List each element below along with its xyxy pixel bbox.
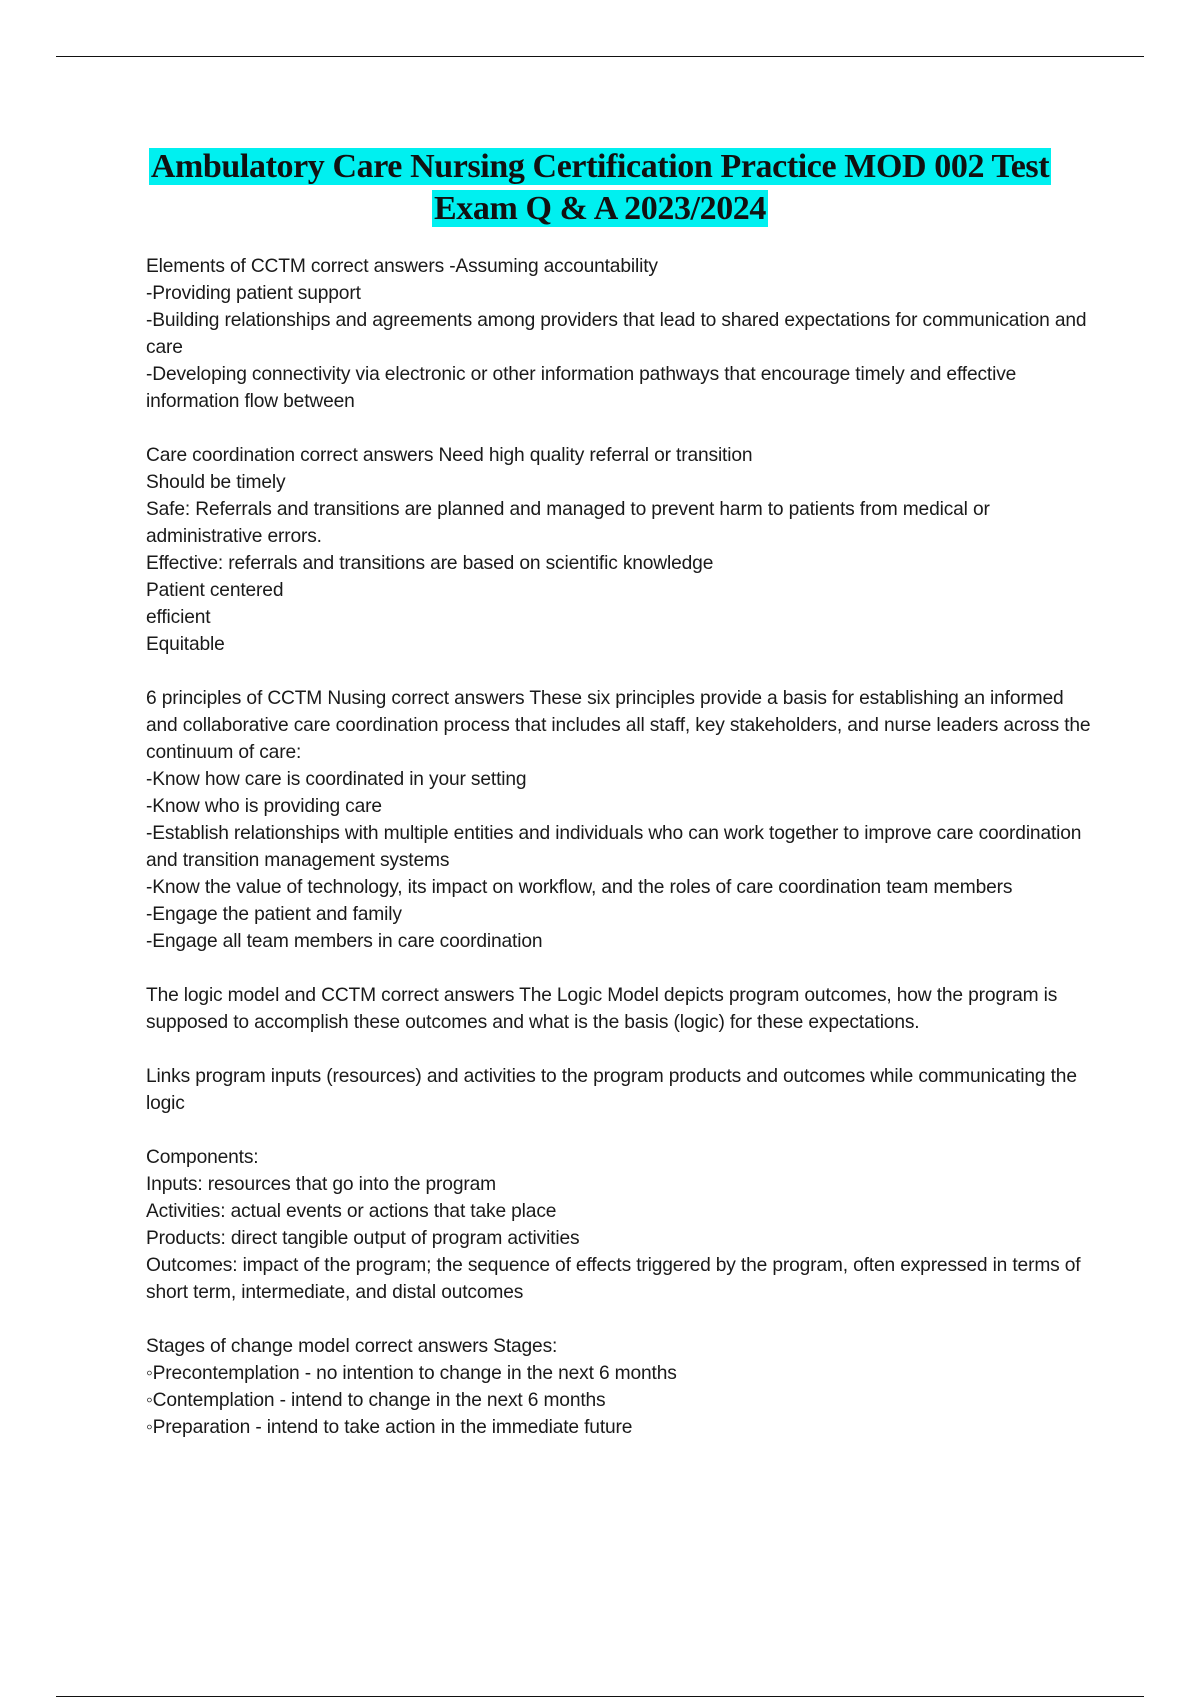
qa-entry-line: Safe: Referrals and transitions are planned and managed to prevent harm to patients from medical or administrative errors.	[146, 499, 990, 547]
qa-entry-question: Links program inputs (resources) and activities to the program products and outcomes while communicating the logic	[146, 1066, 1077, 1114]
qa-entry-line: Products: direct tangible output of program activities	[146, 1228, 580, 1249]
qa-entry	[146, 1063, 1096, 1117]
qa-entry-line: -Know how care is coordinated in your setting	[146, 769, 527, 790]
qa-entry-line: Should be timely	[146, 472, 286, 493]
qa-entry-line: Effective: referrals and transitions are based on scientific knowledge	[146, 553, 714, 574]
document-title	[100, 146, 1100, 230]
footer-rule	[56, 1696, 1144, 1697]
qa-entry	[146, 253, 1096, 415]
qa-entry-line: -Developing connectivity via electronic or other information pathways that encourage timely and effective information flow between	[146, 364, 1017, 412]
title-line-2: Exam Q & A 2023/2024	[433, 190, 767, 227]
qa-entry	[146, 1333, 1096, 1441]
qa-entry-line: Activities: actual events or actions that take place	[146, 1201, 557, 1222]
qa-entry-line: -Engage the patient and family	[146, 904, 402, 925]
qa-entry-line: Inputs: resources that go into the program	[146, 1174, 496, 1195]
qa-entry	[146, 982, 1096, 1036]
qa-entry-line: -Know who is providing care	[146, 796, 382, 817]
qa-entry-line: Outcomes: impact of the program; the sequence of effects triggered by the program, often expressed in terms of short term, intermediate, and distal outcomes	[146, 1255, 1081, 1303]
qa-entry-line: -Engage all team members in care coordination	[146, 931, 543, 952]
qa-entry-line: ◦Contemplation - intend to change in the next 6 months	[146, 1390, 606, 1411]
qa-entry-line: -Establish relationships with multiple entities and individuals who can work together to improve care coordination and transition management systems	[146, 823, 1082, 871]
document-body	[146, 253, 1096, 1468]
qa-entry	[146, 442, 1096, 658]
qa-entry	[146, 1144, 1096, 1306]
qa-entry-line: -Providing patient support	[146, 283, 361, 304]
qa-entry-question: Elements of CCTM correct answers -Assuming accountability	[146, 256, 658, 277]
qa-entry-question: Care coordination correct answers Need high quality referral or transition	[146, 445, 753, 466]
qa-entry-line: Equitable	[146, 634, 225, 655]
qa-entry	[146, 685, 1096, 955]
title-line-1: Ambulatory Care Nursing Certification Practice MOD 002 Test	[150, 148, 1050, 185]
qa-entry-line: -Building relationships and agreements among providers that lead to shared expectations for communication and care	[146, 310, 1087, 358]
qa-entry-line: -Know the value of technology, its impact on workflow, and the roles of care coordination team members	[146, 877, 1013, 898]
qa-entry-line: ◦Precontemplation - no intention to change in the next 6 months	[146, 1363, 677, 1384]
header-rule	[56, 56, 1144, 57]
qa-entry-question: Components:	[146, 1147, 259, 1168]
qa-entry-question: Stages of change model correct answers Stages:	[146, 1336, 558, 1357]
qa-entry-question: The logic model and CCTM correct answers The Logic Model depicts program outcomes, how the program is supposed to accomplish these outcomes and what is the basis (logic) for these expectations.	[146, 985, 1058, 1033]
qa-entry-line: ◦Preparation - intend to take action in the immediate future	[146, 1417, 633, 1438]
qa-entry-line: efficient	[146, 607, 211, 628]
qa-entry-question: 6 principles of CCTM Nusing correct answers These six principles provide a basis for establishing an informed and collaborative care coordination process that includes all staff, key stakeholders, and nurse leaders across the continuum of care:	[146, 688, 1091, 763]
qa-entry-line: Patient centered	[146, 580, 284, 601]
